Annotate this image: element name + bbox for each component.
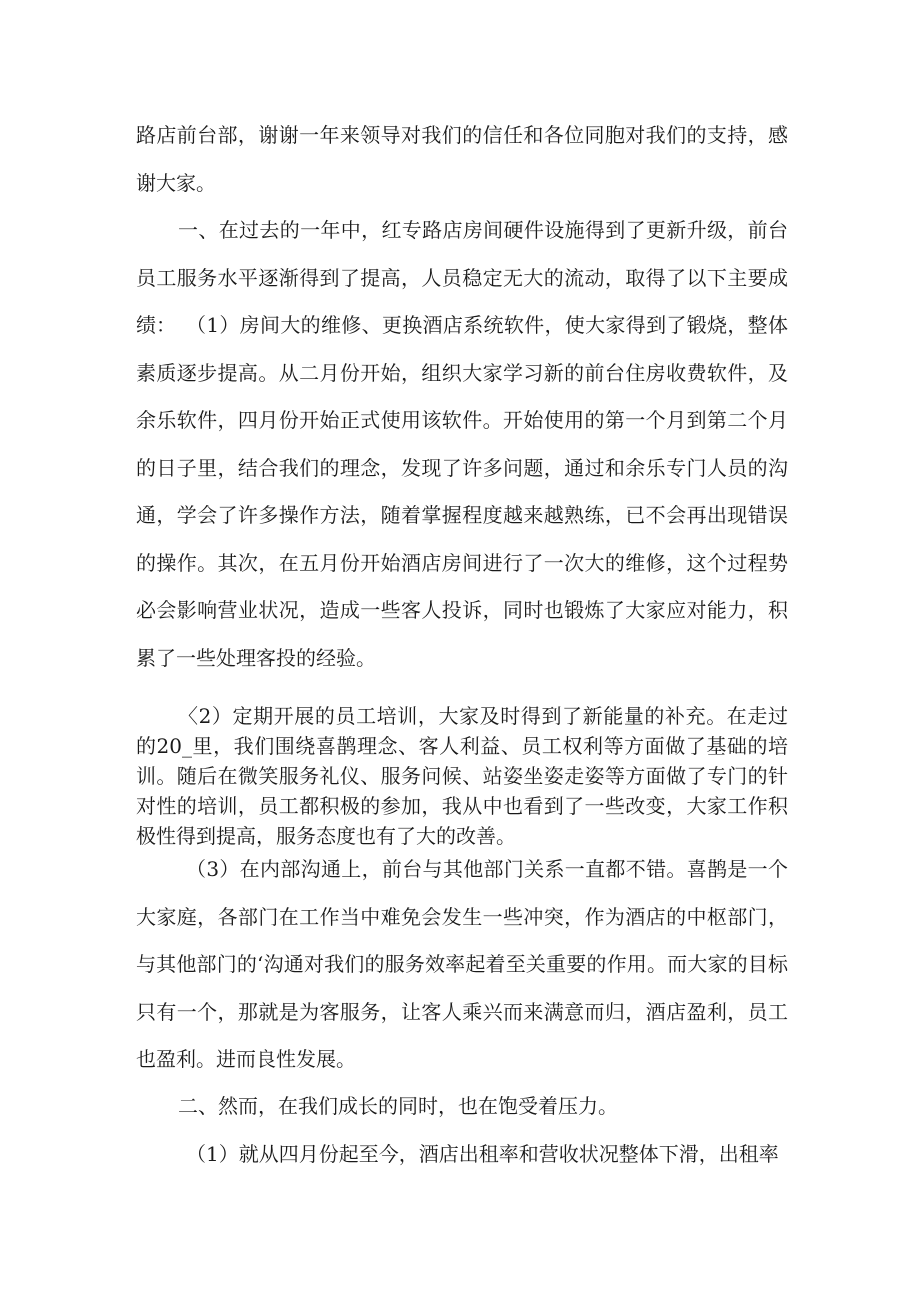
paragraph-section-two-item-1: （1）就从四月份起至今，酒店出租率和营收状况整体下滑，出租率 xyxy=(186,1142,779,1166)
paragraph-item-2-staff-training: 〈2）定期开展的员工培训，大家及时得到了新能量的补充。在走过的20_里，我们围绕喜鹊理念、客人利益、员工权利等方面做了基础的培训。随后在微笑服务礼仪、服务问候、站姿坐姿走姿等方面做了专门的针对性的培训，员工都积极的参加，我从中也看到了一些改变，大家工作积极性得到提高，服务态度也有了大的改善。 xyxy=(136,704,788,848)
paragraph-section-two-heading: 二、然而，在我们成长的同时，也在饱受着压力。 xyxy=(178,1094,618,1118)
paragraph-intro-thanks: 路店前台部，谢谢一年来领导对我们的信任和各位同胞对我们的支持，感谢大家。 xyxy=(136,123,788,195)
paragraph-item-1-room-maintenance: （1）房间大的维修、更换酒店系统软件，使大家得到了锻烧，整体素质逐步提高。从二月份开始，组织大家学习新的前台住房收费软件，及余乐软件，四月份开始正式使用该软件。开始使用的第一个月到第二个月的日子里，结合我们的理念，发现了许多问题，通过和余乐专门人员的沟通，学会了许多操作方法，随着掌握程度越来越熟练，已不会再出现错误的操作。其次，在五月份开始酒店房间进行了一次大的维修，这个过程势必会影响营业状况，造成一些客人投诉，同时也锻炼了大家应对能力，积累了一些处理客投的经验。 xyxy=(136,313,788,670)
paragraph-section-one-heading: 一、在过去的一年中，红专路店房间硬件设施得到了更新升级，前台员工服务水平逐渐得到了提高，人员稳定无大的流动，取得了以下主要成绩： xyxy=(136,218,788,337)
paragraph-item-3-internal-communication: （3）在内部沟通上，前台与其他部门关系一直都不错。喜鹊是一个大家庭，各部门在工作当中难免会发生一些冲突，作为酒店的中枢部门，与其他部门的‘沟通对我们的服务效率起着至关重要的作用。而大家的目标只有一个，那就是为客服务，让客人乘兴而来满意而归，酒店盈利，员工也盈利。进而良性发展。 xyxy=(136,857,788,1071)
